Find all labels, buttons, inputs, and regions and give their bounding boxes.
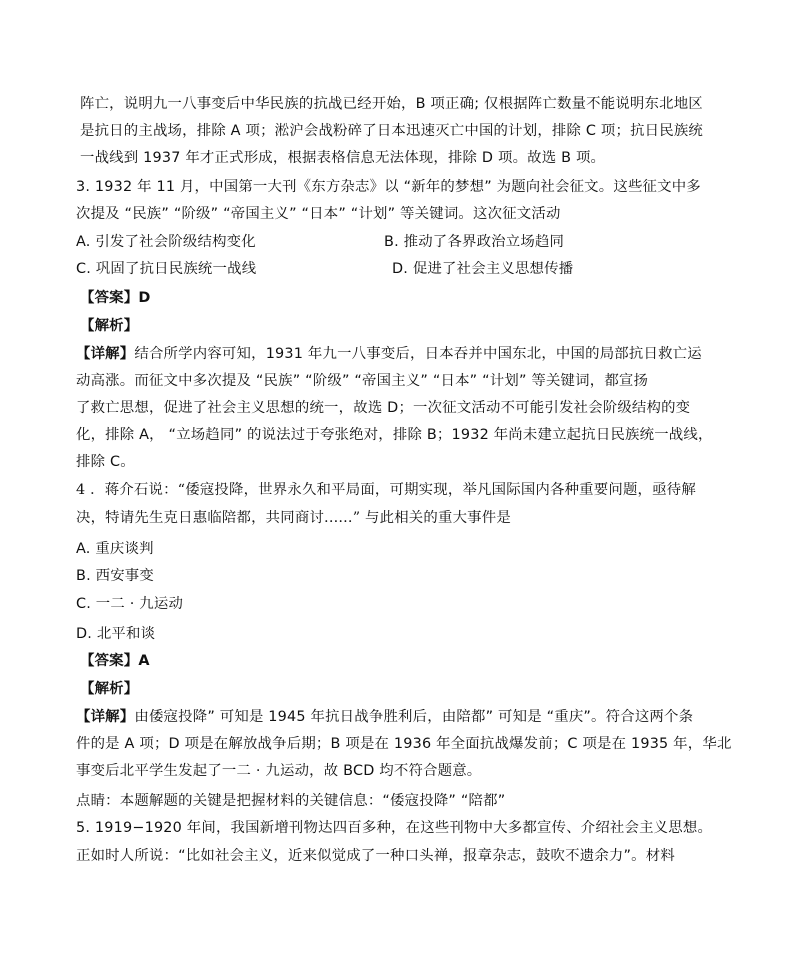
q3-detail-text-1: 结合所学内容可知，1931 年九一八事变后，日本吞并中国东北，中国的局部抗日救亡运 bbox=[134, 346, 702, 362]
q3-analysis-label: 【解析】 bbox=[80, 318, 139, 334]
q4-option-a: A. 重庆谈判 bbox=[76, 541, 154, 557]
q2-explanation-line-3: 一战线到 1937 年才正式形成，根据表格信息无法体现，排除 D 项。故选 B 项。 bbox=[80, 150, 606, 166]
q4-stem-line-1: 4 ．蒋介石说：“倭寇投降，世界永久和平局面，可期实现，举凡国际国内各种重要问题，亟待解 bbox=[76, 482, 696, 498]
q3-stem-line-2: 次提及 “民族” “阶级” “帝国主义” “日本” “计划” 等关键词。这次征文活动 bbox=[76, 206, 561, 222]
q4-detail-line-3: 事变后北平学生发起了一二 · 九运动，故 BCD 均不符合题意。 bbox=[76, 763, 482, 779]
q3-detail-line-3: 了救亡思想，促进了社会主义思想的统一，故选 D；一次征文活动不可能引发社会阶级结构的变 bbox=[76, 400, 691, 416]
q4-detail-label: 【详解】 bbox=[76, 709, 135, 725]
q3-detail-line-5: 排除 C。 bbox=[76, 454, 135, 470]
q3-detail-line-4: 化，排除 A， “立场趋同” 的说法过于夸张绝对，排除 B；1932 年尚未建立起抗日民族统一战线， bbox=[76, 427, 713, 443]
q4-option-b: B. 西安事变 bbox=[76, 568, 154, 584]
q3-detail-label: 【详解】 bbox=[76, 346, 135, 362]
q3-option-c: C. 巩固了抗日民族统一战线 bbox=[76, 261, 257, 277]
q4-answer bbox=[80, 651, 150, 671]
q4-detail-line-2: 件的是 A 项；D 项是在解放战争后期；B 项是在 1936 年全面抗战爆发前；C 项是在 1935 年，华北 bbox=[76, 736, 732, 752]
q3-detail-line-2: 动高涨。而征文中多次提及 “民族” “阶级” “帝国主义” “日本” “计划” 等关键词，都宣扬 bbox=[76, 373, 649, 389]
q3-answer-value: D bbox=[138, 290, 151, 306]
q4-analysis-label: 【解析】 bbox=[80, 681, 139, 697]
q4-tip: 点睛：本题解题的关键是把握材料的关键信息：“倭寇投降” “陪都” bbox=[76, 793, 506, 809]
q3-stem-line-1: 3. 1932 年 11 月，中国第一大刊《东方杂志》以 “新年的梦想” 为题向社会征文。这些征文中多 bbox=[76, 179, 701, 195]
q5-stem-line-2: 正如时人所说：“比如社会主义，近来似觉成了一种口头禅，报章杂志，鼓吹不遗余力”。材料 bbox=[76, 848, 675, 864]
q3-answer bbox=[80, 288, 151, 308]
q4-answer-label: 【答案】 bbox=[80, 653, 139, 669]
q4-option-d: D. 北平和谈 bbox=[76, 626, 156, 642]
q2-explanation-line-2: 是抗日的主战场，排除 A 项；淞沪会战粉碎了日本迅速灭亡中国的计划，排除 C 项；抗日民族统 bbox=[80, 123, 704, 139]
q4-stem-line-2: 决，特请先生克日惠临陪都，共同商讨......” 与此相关的重大事件是 bbox=[76, 510, 511, 526]
q2-explanation-line-1: 阵亡，说明九一八事变后中华民族的抗战已经开始，B 项正确; 仅根据阵亡数量不能说明东北地区 bbox=[80, 96, 703, 112]
q3-option-a: A. 引发了社会阶级结构变化 bbox=[76, 234, 256, 250]
q4-detail-line-1 bbox=[76, 707, 693, 727]
q5-stem-line-1: 5. 1919−1920 年间，我国新增刊物达四百多种，在这些刊物中大多都宣传、介绍社会主义思想。 bbox=[76, 820, 713, 836]
q3-option-d: D. 促进了社会主义思想传播 bbox=[392, 261, 574, 277]
q3-answer-label: 【答案】 bbox=[80, 290, 139, 306]
q3-option-b: B. 推动了各界政治立场趋同 bbox=[384, 234, 565, 250]
q4-option-c: C. 一二 · 九运动 bbox=[76, 596, 184, 612]
q3-detail-line-1 bbox=[76, 344, 702, 364]
q4-detail-text-1: 由倭寇投降” 可知是 1945 年抗日战争胜利后，由陪都” 可知是 “重庆”。符合这两个条 bbox=[134, 709, 694, 725]
q4-answer-value: A bbox=[138, 653, 150, 669]
